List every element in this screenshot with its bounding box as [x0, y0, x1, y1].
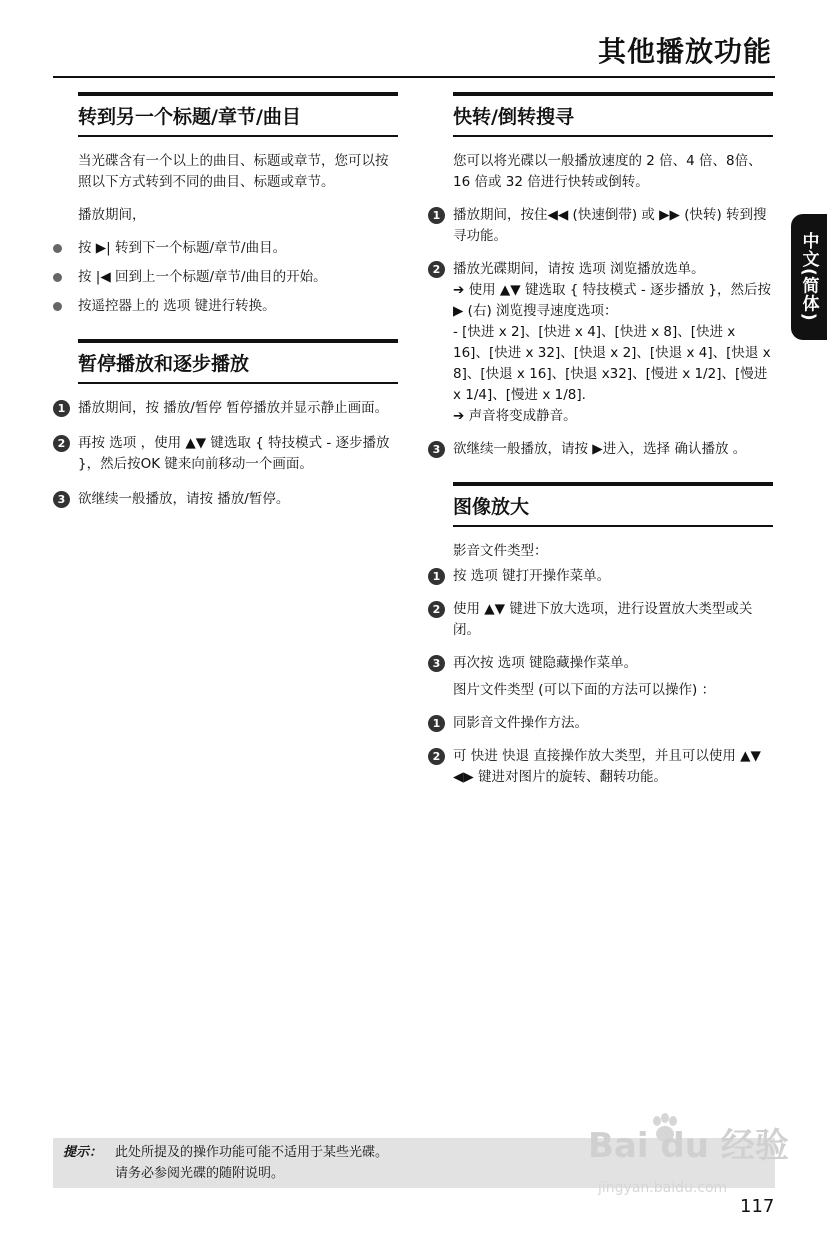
tip-label: 提示：: [63, 1145, 103, 1160]
right-column: [432, 92, 773, 810]
list-item: 按遥控器上的 选项 键进行转换。: [78, 296, 398, 317]
step-1-icon: 1: [428, 568, 445, 585]
list-item: 3 欲继续一般播放，请按 播放/暂停。: [78, 489, 398, 510]
section-zoom: [432, 482, 773, 788]
section-heading: 图像放大: [453, 482, 773, 527]
bullet-dot-icon: [53, 273, 62, 282]
list-item: 3 再次按 选项 键隐藏操作菜单。: [453, 653, 773, 674]
paragraph: 您可以将光碟以一般播放速度的 2 倍、4 倍、8倍、16 倍或 32 倍进行快转或倒转。: [453, 153, 762, 190]
step-1-icon: 1: [53, 400, 70, 417]
tip-line: 请务必参阅光碟的随附说明。: [115, 1166, 285, 1181]
step-2-icon: 2: [53, 435, 70, 452]
section-goto-title: [78, 92, 398, 317]
title-rule: [53, 76, 775, 78]
section-search: [432, 92, 773, 460]
step-1-icon: 1: [428, 715, 445, 732]
list-item: 按 ▶| 转到下一个标题/章节/曲目。: [78, 238, 398, 259]
step-3-icon: 3: [428, 441, 445, 458]
list-item: 3 欲继续一般播放，请按 ▶进入，选择 确认播放 。: [453, 439, 773, 460]
numbered-list: [432, 713, 773, 788]
list-item: 2 可 快进 快退 直接操作放大类型，并且可以使用 ▲▼ ◀▶ 键进对图片的旋转、翻转功能。: [453, 746, 773, 788]
step-2-icon: 2: [428, 748, 445, 765]
paragraph: 图片文件类型 (可以下面的方法可以操作) ：: [453, 682, 716, 698]
page-number: 117: [740, 1196, 775, 1217]
list-item: 1 播放期间，按 播放/暂停 暂停播放并显示静止画面。: [78, 398, 398, 419]
paragraph: 影音文件类型：: [453, 543, 548, 559]
list-item: 2 播放光碟期间，请按 选项 浏览播放选单。 ➔ 使用 ▲▼ 键选取 { 特技模式 - 逐步播放 }，然后按 ▶ (右) 浏览搜寻速度选项： - [快进 x 2]、[快进 x 4]、[快进 x 8]、[快进 x 16]、[快进 x 32]、[快退 x 2]、[快退 x 4]、[快退 x 8]、[快退 x 16]、[快退 x32]、[慢进 x 1/2]、[慢进 x 1/4]、[慢进 x 1/8]. ➔ 声音将变成静音。: [453, 259, 773, 427]
tip-text: [115, 1142, 388, 1184]
tip-line: 此处所提及的操作功能可能不适用于某些光碟。: [115, 1145, 389, 1160]
section-pause-step: [57, 339, 398, 510]
section-heading: 快转/倒转搜寻: [453, 92, 773, 137]
section-heading: 转到另一个标题/章节/曲目: [78, 92, 398, 137]
page-title: 其他播放功能: [597, 35, 772, 68]
numbered-list: [432, 205, 773, 460]
numbered-list: [57, 398, 398, 510]
list-item: 2 使用 ▲▼ 键进下放大选项，进行设置放大类型或关闭。: [453, 599, 773, 641]
watermark-brand: Bai du 经验: [588, 1126, 789, 1166]
list-item: 2 再按 选项 ，使用 ▲▼ 键选取 { 特技模式 - 逐步播放 }，然后按OK 键来向前移动一个画面。: [78, 433, 398, 475]
bullet-dot-icon: [53, 244, 62, 253]
step-1-icon: 1: [428, 207, 445, 224]
list-item: 按 |◀ 回到上一个标题/章节/曲目的开始。: [78, 267, 398, 288]
watermark-url: jingyan.baidu.com: [598, 1180, 728, 1196]
bullet-list: [78, 238, 398, 317]
language-tab: 中文(简体): [791, 214, 827, 340]
numbered-list: [432, 566, 773, 674]
paragraph: 当光碟含有一个以上的曲目、标题或章节，您可以按照以下方式转到不同的曲目、标题或章节。: [78, 153, 389, 190]
list-item: 1 播放期间，按住◀◀ (快速倒带) 或 ▶▶ (快转) 转到搜寻功能。: [453, 205, 773, 247]
step-3-icon: 3: [428, 655, 445, 672]
step-2-icon: 2: [428, 601, 445, 618]
section-heading: 暂停播放和逐步播放: [78, 339, 398, 384]
left-column: [57, 92, 398, 532]
paragraph: 播放期间，: [78, 207, 146, 223]
step-3-icon: 3: [53, 491, 70, 508]
list-item: 1 按 选项 键打开操作菜单。: [453, 566, 773, 587]
list-item: 1 同影音文件操作方法。: [453, 713, 773, 734]
step-2-icon: 2: [428, 261, 445, 278]
bullet-dot-icon: [53, 302, 62, 311]
